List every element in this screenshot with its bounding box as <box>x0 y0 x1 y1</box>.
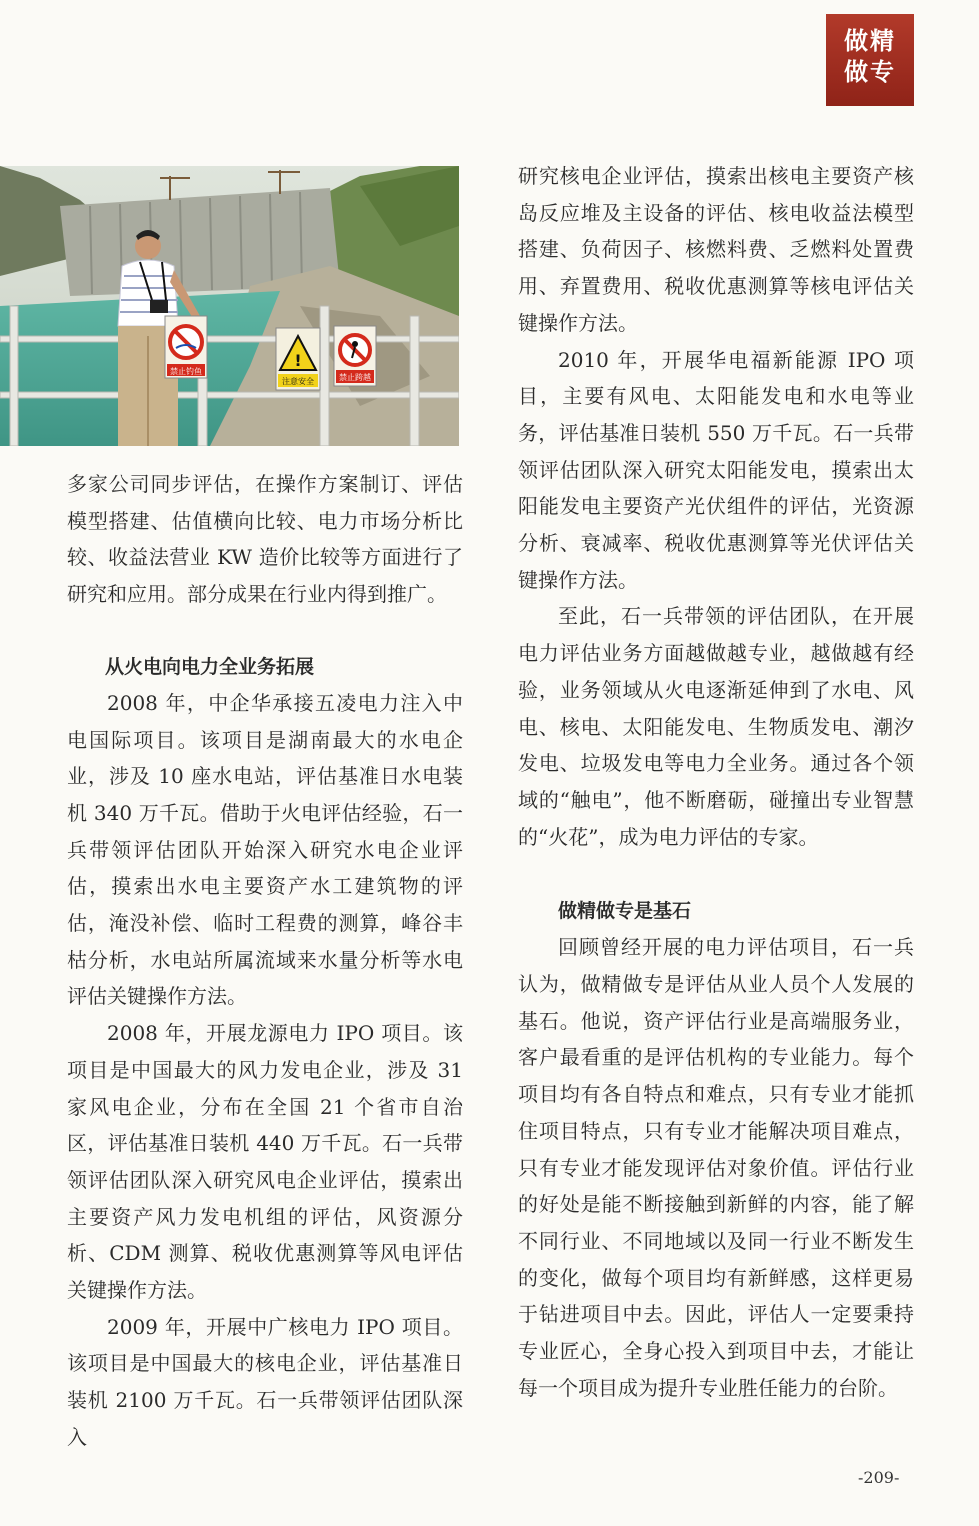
paragraph-cgn-continued: 研究核电企业评估，摸索出核电主要资产核岛反应堆及主设备的评估、核电收益法模型搭建、负荷因子、核燃料费、乏燃料处置费用、弃置费用、税收优惠测算等核电评估关键操作方法。 <box>518 164 914 335</box>
paragraph-cgn: 2009 年，开展中广核电力 IPO 项目。该项目是中国最大的核电企业，评估基准日装机 2100 万千瓦。石一兵带领评估团队深入 <box>67 1314 463 1449</box>
svg-text:!: ! <box>294 351 302 370</box>
paragraph-cornerstone: 回顾曾经开展的电力评估项目，石一兵认为，做精做专是评估从业人员个人发展的基石。他说，资产评估行业是高端服务业，客户最看重的是评估机构的专业能力。每个项目均有各自特点和难点，只有专业才能抓住项目特点，只有专业才能解决项目难点，只有专业才能发现评估对象价值。评估行业的好处是能不断接触到新鲜的内容，能了解不同行业、不同地域以及同一行业不断发生的变化，做每个项目均有新鲜感，这样更易于钻进项目中去。因此，评估人一定要秉持专业匠心，全身心投入到项目中去，才能让每一个项目成为提升专业胜任能力的台阶。 <box>518 935 914 1400</box>
intro-paragraph: 多家公司同步评估，在操作方案制订、评估模型搭建、估值横向比较、电力市场分析比较、收益法营业 KW 造价比较等方面进行了研究和应用。部分成果在行业内得到推广。 <box>67 472 463 607</box>
paragraph-conclusion: 至此，石一兵带领的评估团队，在开展电力评估业务方面越做越专业，越做越有经验，业务领域从火电逐渐延伸到了水电、风电、核电、太阳能发电、生物质发电、潮汐发电、垃圾发电等电力全业务。通过各个领域的“触电”，他不断磨砺，碰撞出专业智慧的“火花”，成为电力评估的专家。 <box>518 604 914 849</box>
paragraph-longyuan: 2008 年，开展龙源电力 IPO 项目。该项目是中国最大的风力发电企业，涉及 31 家风电企业，分布在全国 21 个省市自治区，评估基准日装机 440 万千瓦。石一兵带领评估团队深入研究风电企业评估，摸索出主要资产风力发电机组的评估，风资源分析、CDM 测算、税收优惠测算等风电评估关键操作方法。 <box>67 1021 463 1303</box>
sign-no-crossing-text: 禁止跨越 <box>339 373 371 382</box>
sign-caution-text: 注意安全 <box>282 377 314 386</box>
section-heading-expansion: 从火电向电力全业务拓展 <box>105 655 315 678</box>
right-column <box>518 158 914 1407</box>
left-column <box>67 466 463 1456</box>
sign-no-fishing-text: 禁止钓鱼 <box>170 367 202 376</box>
dam-photo <box>0 166 459 446</box>
section-tag-line1: 做精 <box>844 27 896 55</box>
section-heading-cornerstone: 做精做专是基石 <box>558 900 692 923</box>
section-tag-line2: 做专 <box>844 58 896 86</box>
page-number: -209- <box>858 1468 900 1487</box>
section-tag <box>826 14 914 106</box>
paragraph-wuling: 2008 年，中企华承接五凌电力注入中电国际项目。该项目是湖南最大的水电企业，涉及 10 座水电站，评估基准日水电装机 340 万千瓦。借助于火电评估经验，石一兵带领评估团队开始深入研究水电企业评估，摸索出水电主要资产水工建筑物的评估，淹没补偿、临时工程费的测算，峰谷丰枯分析，水电站所属流域来水量分析等水电评估关键操作方法。 <box>67 690 463 1009</box>
paragraph-huadian: 2010 年，开展华电福新能源 IPO 项目，主要有风电、太阳能发电和水电等业务，评估基准日装机 550 万千瓦。石一兵带领评估团队深入研究太阳能发电，摸索出太阳能发电主要资产光伏组件的评估，光资源分析、衰减率、税收优惠测算等光伏评估关键操作方法。 <box>518 347 914 592</box>
